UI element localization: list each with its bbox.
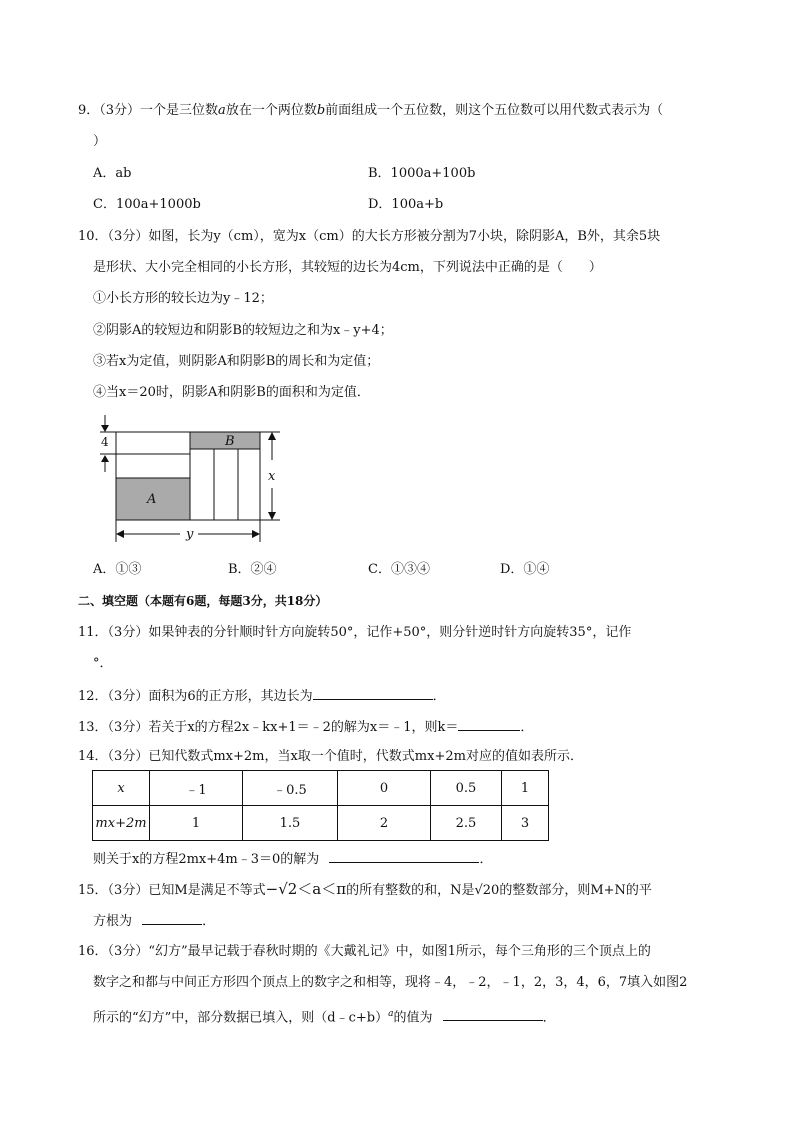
q10-option-c: C．①③④ [368, 562, 430, 577]
q9-option-d: D．100a+b [368, 197, 444, 212]
answer-blank[interactable] [329, 850, 479, 863]
q10-statement-1: ①小长方形的较长边为y﹣12； [93, 291, 273, 306]
q10-statement-4: ④当x＝20时，阴影A和阴影B的面积和为定值． [93, 385, 370, 400]
table-cell: 1.5 [243, 806, 338, 841]
q9-stem-line2: ） [93, 134, 107, 149]
q14-line1: 14．（3分）已知代数式mx+2m，当x取一个值时，代数式mx+2m对应的值如表所示． [78, 749, 583, 764]
table-cell: 0.5 [431, 771, 502, 806]
answer-blank[interactable] [443, 1008, 543, 1021]
q10-line1: 10．（3分）如图，长为y（cm），宽为x（cm）的大长方形被分割为7小块，除阴影A，B外，其余5块 [78, 229, 661, 244]
q14-line2: 则关于x的方程2mx+4m﹣3＝0的解为 ． [93, 852, 493, 867]
table-cell: mx+2m [93, 806, 150, 841]
q14-value-table [92, 770, 549, 841]
label-x: x [268, 469, 276, 484]
table-row [93, 806, 549, 841]
q10-statement-2: ②阴影A的较短边和阴影B的较短边之和为x﹣y+4； [93, 323, 393, 338]
label-4: 4 [101, 435, 109, 449]
table-cell: 2 [338, 806, 431, 841]
table-cell: 1 [150, 806, 243, 841]
q13: 13．（3分）若关于x的方程2x﹣kx+1＝﹣2的解为x＝﹣1，则k＝ ． [78, 720, 534, 735]
table-cell: ﹣1 [150, 771, 243, 806]
table-cell: 0 [338, 771, 431, 806]
table-cell: 1 [502, 771, 549, 806]
table-cell: x [93, 771, 150, 806]
q10-option-b: B．②④ [228, 562, 277, 577]
answer-blank[interactable] [142, 912, 202, 925]
section-2-title: 二、填空题（本题有6题，每题3分，共18分） [78, 594, 328, 608]
q15-line2: 方根为 ． [93, 914, 216, 929]
q16-line1: 16．（3分）“幻方”最早记载于春秋时期的《大戴礼记》中，如图1所示，每个三角形的三个顶点上的 [78, 944, 651, 959]
answer-blank[interactable] [313, 687, 433, 700]
q11-line2: °． [93, 656, 113, 671]
q10-option-d: D．①④ [500, 562, 550, 577]
inequality: −√2＜a＜π [265, 880, 347, 898]
q11-line1: 11．（3分）如果钟表的分针顺时针方向旋转50°，记作+50°，则分针逆时针方向旋转35°，记作 [78, 625, 632, 640]
q10-line2: 是形状、大小完全相同的小长方形，其较短的边长为4cm，下列说法中正确的是（ ） [93, 260, 602, 275]
q10-option-a: A．①③ [93, 562, 142, 577]
answer-blank[interactable] [458, 718, 520, 731]
label-a: A [147, 492, 157, 507]
table-cell: ﹣0.5 [243, 771, 338, 806]
table-cell: 2.5 [431, 806, 502, 841]
q10-statement-3: ③若x为定值，则阴影A和阴影B的周长和为定值； [93, 354, 380, 369]
q12: 12．（3分）面积为6的正方形，其边长为 ． [78, 689, 446, 704]
table-row [93, 771, 549, 806]
q9-option-b: B．1000a+100b [368, 166, 476, 181]
table-cell: 3 [502, 806, 549, 841]
q9-option-a: A．ab [93, 166, 132, 181]
label-b: B [225, 434, 235, 449]
q16-line3: 所示的“幻方”中，部分数据已填入，则（d﹣c+b）$^a$的值为 ． [93, 1009, 556, 1026]
q15-line1: 15．（3分）已知M是满足不等式−√2＜a＜π的所有整数的和，N是√20的整数部分，则M+N的平 [78, 880, 652, 898]
sqrt-20: √20 [474, 883, 500, 898]
q10-figure [90, 410, 290, 550]
label-y: y [186, 527, 194, 542]
q9-stem: 9．（3分）一个是三位数a放在一个两位数b前面组成一个五位数，则这个五位数可以用代数式表示为（ [78, 103, 664, 118]
q16-line2: 数字之和都与中间正方形四个顶点上的数字之和相等，现将﹣4，﹣2，﹣1，2，3，4，6，7填入如图2 [93, 975, 688, 990]
q9-option-c: C．100a+1000b [93, 197, 201, 212]
